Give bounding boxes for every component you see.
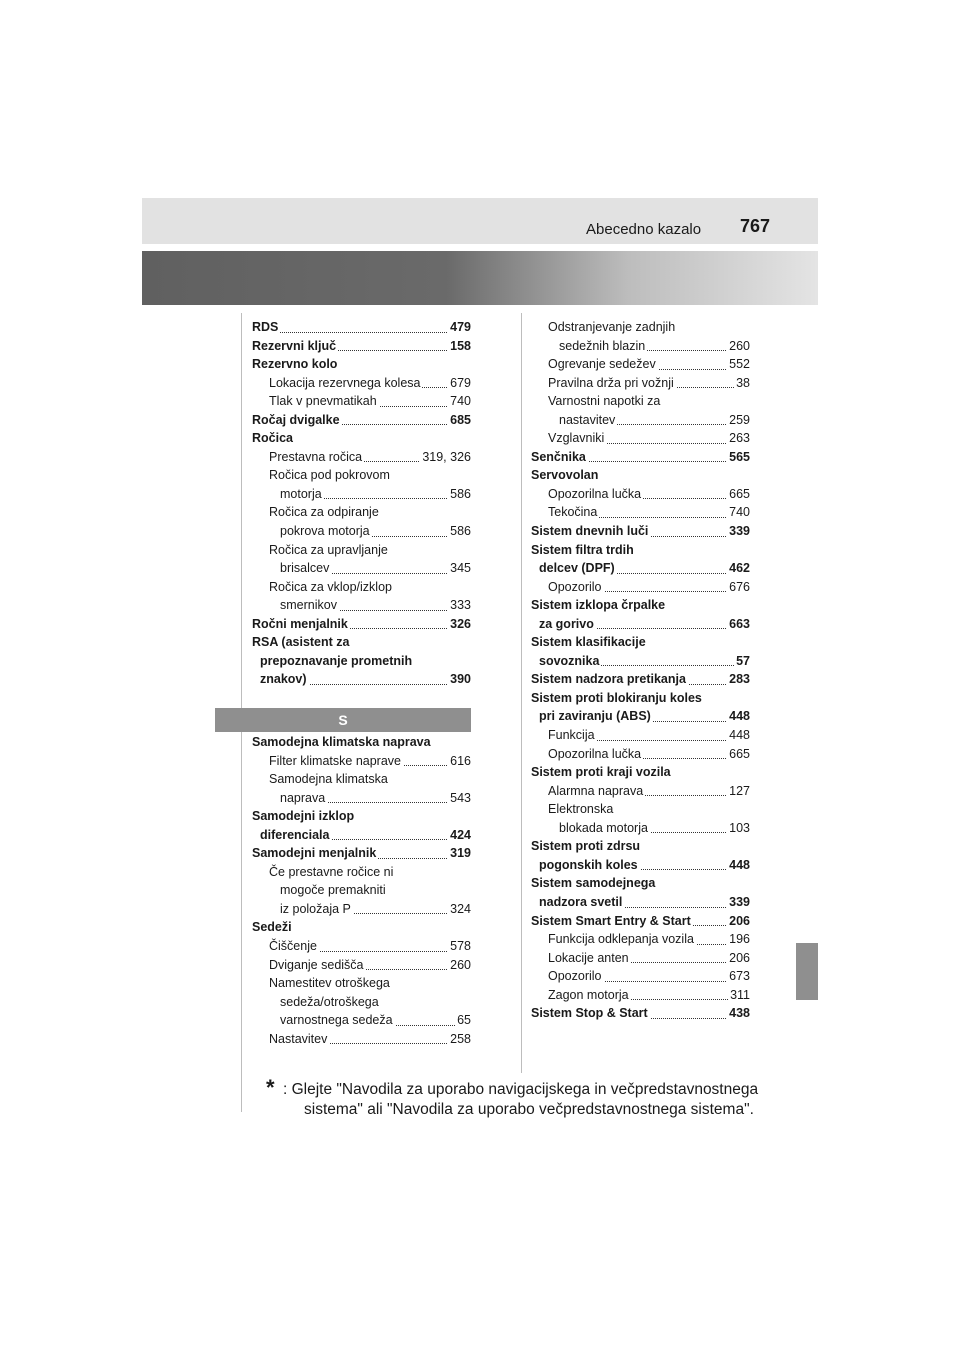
index-entry bbox=[531, 633, 750, 652]
index-entry-page: 448 bbox=[727, 856, 750, 875]
index-entry bbox=[531, 912, 750, 931]
index-entry bbox=[252, 900, 471, 919]
index-entry-text: Opozorilo bbox=[548, 967, 604, 986]
index-entry bbox=[252, 559, 471, 578]
index-entry bbox=[252, 652, 471, 671]
index-entry-page: 65 bbox=[455, 1011, 471, 1030]
index-entry-text: sedežnih blazin bbox=[559, 337, 647, 356]
index-entry-page: 324 bbox=[448, 900, 471, 919]
index-entry-text: Ročica za vklop/izklop bbox=[269, 578, 394, 597]
index-entry-text: pri zaviranju (ABS) bbox=[539, 707, 653, 726]
index-entry bbox=[252, 670, 471, 689]
index-entry-text: Sistem proti zdrsu bbox=[531, 837, 642, 856]
index-entry-text: Čiščenje bbox=[269, 937, 319, 956]
index-entry-page: 665 bbox=[727, 745, 750, 764]
index-entry-text: Zagon motorja bbox=[548, 986, 631, 1005]
index-entry bbox=[252, 918, 471, 937]
index-column-left-bottom bbox=[252, 733, 471, 1048]
index-entry-text: nastavitev bbox=[559, 411, 617, 430]
index-entry bbox=[531, 485, 750, 504]
index-entry-text: znakov) bbox=[260, 670, 309, 689]
index-entry-page: 283 bbox=[727, 670, 750, 689]
index-entry bbox=[531, 578, 750, 597]
index-entry-text: Sistem nadzora pretikanja bbox=[531, 670, 688, 689]
index-entry bbox=[252, 596, 471, 615]
index-entry bbox=[252, 770, 471, 789]
index-entry-page: 586 bbox=[448, 485, 471, 504]
section-letter-bar: S bbox=[215, 708, 471, 732]
index-entry bbox=[531, 670, 750, 689]
index-entry-text: Ročica pod pokrovom bbox=[269, 466, 392, 485]
index-entry-text: Ogrevanje sedežev bbox=[548, 355, 658, 374]
index-entry-text: Samodejna klimatska bbox=[269, 770, 390, 789]
index-entry-page: 616 bbox=[448, 752, 471, 771]
index-entry-text: prepoznavanje prometnih bbox=[260, 652, 414, 671]
index-entry-page: 260 bbox=[727, 337, 750, 356]
index-entry-text: Elektronska bbox=[548, 800, 615, 819]
index-entry-text: Alarmna naprava bbox=[548, 782, 645, 801]
index-entry bbox=[531, 837, 750, 856]
index-entry bbox=[531, 615, 750, 634]
index-entry bbox=[252, 429, 471, 448]
index-entry-page: 206 bbox=[727, 949, 750, 968]
index-entry-page: 339 bbox=[727, 893, 750, 912]
index-entry bbox=[252, 485, 471, 504]
index-entry-text: Pravilna drža pri vožnji bbox=[548, 374, 676, 393]
index-entry bbox=[252, 733, 471, 752]
index-entry bbox=[531, 726, 750, 745]
index-entry-text: Ročica za upravljanje bbox=[269, 541, 390, 560]
index-entry-page: 339 bbox=[727, 522, 750, 541]
index-entry-page: 448 bbox=[727, 726, 750, 745]
index-entry-page: 196 bbox=[727, 930, 750, 949]
index-column-left-top bbox=[252, 318, 471, 689]
index-entry bbox=[531, 856, 750, 875]
index-entry bbox=[531, 745, 750, 764]
index-entry bbox=[531, 800, 750, 819]
header-band bbox=[142, 198, 818, 244]
index-entry bbox=[252, 807, 471, 826]
index-entry-text: Ročni menjalnik bbox=[252, 615, 350, 634]
index-entry bbox=[252, 956, 471, 975]
index-entry bbox=[531, 429, 750, 448]
index-entry bbox=[252, 374, 471, 393]
index-entry-page: 552 bbox=[727, 355, 750, 374]
index-entry-page: 158 bbox=[448, 337, 471, 356]
index-entry bbox=[252, 503, 471, 522]
index-entry-text: Sistem proti blokiranju koles bbox=[531, 689, 704, 708]
index-entry-text: Funkcija bbox=[548, 726, 597, 745]
index-entry-page: 543 bbox=[448, 789, 471, 808]
index-entry-page: 127 bbox=[727, 782, 750, 801]
index-entry-page: 663 bbox=[727, 615, 750, 634]
index-entry bbox=[531, 411, 750, 430]
index-entry-page: 333 bbox=[448, 596, 471, 615]
index-entry-text: Rezervno kolo bbox=[252, 355, 339, 374]
index-entry-text: Lokacija rezervnega kolesa bbox=[269, 374, 422, 393]
index-entry bbox=[531, 337, 750, 356]
chapter-side-tab bbox=[796, 943, 818, 1000]
index-entry-text: varnostnega sedeža bbox=[280, 1011, 395, 1030]
index-entry bbox=[531, 522, 750, 541]
index-entry-text: Ročica bbox=[252, 429, 295, 448]
index-entry bbox=[531, 967, 750, 986]
index-entry-text: Prestavna ročica bbox=[269, 448, 364, 467]
index-entry-text: Ročica za odpiranje bbox=[269, 503, 381, 522]
index-entry-text: Funkcija odklepanja vozila bbox=[548, 930, 696, 949]
index-entry bbox=[252, 541, 471, 560]
index-entry-page: 565 bbox=[727, 448, 750, 467]
index-entry-page: 586 bbox=[448, 522, 471, 541]
index-entry-text: Lokacije anten bbox=[548, 949, 631, 968]
index-entry-page: 206 bbox=[727, 912, 750, 931]
index-entry bbox=[252, 789, 471, 808]
index-entry bbox=[531, 392, 750, 411]
index-entry-text: brisalcev bbox=[280, 559, 331, 578]
index-entry bbox=[531, 782, 750, 801]
index-entry-text: Senčnika bbox=[531, 448, 588, 467]
index-entry-page: 665 bbox=[727, 485, 750, 504]
index-entry-text: Sistem proti kraji vozila bbox=[531, 763, 673, 782]
index-entry bbox=[531, 930, 750, 949]
index-entry-text: Namestitev otroškega bbox=[269, 974, 392, 993]
index-entry-text: blokada motorja bbox=[559, 819, 650, 838]
index-entry bbox=[252, 1030, 471, 1049]
index-entry-page: 479 bbox=[448, 318, 471, 337]
footnote-line-1: : Glejte "Navodila za uporabo navigacijskega in večpredstavnostnega bbox=[283, 1081, 759, 1098]
index-entry bbox=[531, 1004, 750, 1023]
index-entry-text: Servovolan bbox=[531, 466, 600, 485]
index-entry-text: Sistem dnevnih luči bbox=[531, 522, 650, 541]
index-entry bbox=[252, 863, 471, 882]
column-divider bbox=[521, 313, 522, 1073]
index-entry bbox=[531, 448, 750, 467]
index-entry-text: Opozorilna lučka bbox=[548, 745, 643, 764]
index-entry-page: 319 bbox=[448, 844, 471, 863]
index-entry-text: diferenciala bbox=[260, 826, 331, 845]
index-entry-page: 685 bbox=[448, 411, 471, 430]
index-entry bbox=[252, 448, 471, 467]
index-entry bbox=[252, 881, 471, 900]
index-entry-page: 740 bbox=[727, 503, 750, 522]
index-entry-text: nadzora svetil bbox=[539, 893, 624, 912]
index-entry-text: Ročaj dvigalke bbox=[252, 411, 342, 430]
index-entry bbox=[252, 522, 471, 541]
index-entry bbox=[252, 826, 471, 845]
index-entry bbox=[531, 949, 750, 968]
index-entry-text: Sistem Stop & Start bbox=[531, 1004, 650, 1023]
index-entry bbox=[252, 578, 471, 597]
index-entry-page: 263 bbox=[727, 429, 750, 448]
index-entry-text: Rezervni ključ bbox=[252, 337, 338, 356]
index-entry-text: Tlak v pnevmatikah bbox=[269, 392, 379, 411]
index-entry bbox=[252, 318, 471, 337]
index-entry-page: 578 bbox=[448, 937, 471, 956]
index-entry-page: 673 bbox=[727, 967, 750, 986]
index-entry-text: Samodejni menjalnik bbox=[252, 844, 378, 863]
index-entry-text: Varnostni napotki za bbox=[548, 392, 662, 411]
index-entry-page: 103 bbox=[727, 819, 750, 838]
index-entry bbox=[531, 541, 750, 560]
index-entry-page: 448 bbox=[727, 707, 750, 726]
index-entry-text: Sedeži bbox=[252, 918, 294, 937]
index-entry-page: 57 bbox=[734, 652, 750, 671]
index-entry-text: RSA (asistent za bbox=[252, 633, 351, 652]
index-entry-text: motorja bbox=[280, 485, 324, 504]
index-entry bbox=[252, 392, 471, 411]
index-entry-text: iz položaja P bbox=[280, 900, 353, 919]
dot-leader bbox=[252, 332, 471, 333]
index-entry-text: sovoznika bbox=[539, 652, 601, 671]
index-entry-page: 260 bbox=[448, 956, 471, 975]
index-entry-text: Sistem samodejnega bbox=[531, 874, 657, 893]
index-entry-text: sedeža/otroškega bbox=[280, 993, 381, 1012]
index-entry bbox=[252, 974, 471, 993]
footnote-line-2: sistema" ali "Navodila za uporabo večpredstavnostnega sistema". bbox=[304, 1101, 754, 1118]
index-entry-text: Vzglavniki bbox=[548, 429, 606, 448]
index-entry bbox=[252, 337, 471, 356]
index-entry bbox=[252, 411, 471, 430]
index-entry-page: 326 bbox=[448, 615, 471, 634]
index-entry-page: 390 bbox=[448, 670, 471, 689]
index-entry bbox=[531, 819, 750, 838]
index-entry bbox=[531, 503, 750, 522]
index-entry bbox=[252, 466, 471, 485]
index-entry-page: 462 bbox=[727, 559, 750, 578]
index-entry-text: Samodejni izklop bbox=[252, 807, 356, 826]
index-entry-text: Če prestavne ročice ni bbox=[269, 863, 395, 882]
index-entry-page: 38 bbox=[734, 374, 750, 393]
index-entry-page: 311 bbox=[728, 986, 750, 1005]
index-entry bbox=[531, 652, 750, 671]
index-entry bbox=[531, 707, 750, 726]
index-entry bbox=[531, 893, 750, 912]
page-header-title: Abecedno kazalo bbox=[586, 221, 702, 238]
index-entry bbox=[252, 355, 471, 374]
index-entry-text: naprava bbox=[280, 789, 327, 808]
index-entry-text: Nastavitev bbox=[269, 1030, 329, 1049]
index-entry bbox=[531, 689, 750, 708]
index-entry-text: delcev (DPF) bbox=[539, 559, 617, 578]
index-entry bbox=[252, 752, 471, 771]
index-entry bbox=[531, 763, 750, 782]
index-entry bbox=[531, 596, 750, 615]
index-entry-text: Odstranjevanje zadnjih bbox=[548, 318, 677, 337]
index-entry-page: 258 bbox=[448, 1030, 471, 1049]
index-entry-text: Samodejna klimatska naprava bbox=[252, 733, 433, 752]
index-entry-text: pokrova motorja bbox=[280, 522, 372, 541]
index-entry-text: Tekočina bbox=[548, 503, 599, 522]
index-entry bbox=[252, 633, 471, 652]
index-entry-page: 740 bbox=[448, 392, 471, 411]
index-entry-text: Opozorilo bbox=[548, 578, 604, 597]
index-entry-page: 676 bbox=[727, 578, 750, 597]
index-entry-page: 319, 326 bbox=[420, 448, 471, 467]
index-entry-text: za gorivo bbox=[539, 615, 596, 634]
index-entry bbox=[531, 874, 750, 893]
index-entry bbox=[531, 986, 750, 1005]
index-entry bbox=[531, 374, 750, 393]
index-entry bbox=[252, 937, 471, 956]
decorative-gradient-band bbox=[142, 251, 818, 305]
index-entry-text: smernikov bbox=[280, 596, 339, 615]
index-entry-text: mogoče premakniti bbox=[280, 881, 388, 900]
index-entry bbox=[252, 844, 471, 863]
index-column-right bbox=[531, 318, 750, 1023]
index-entry-text: RDS bbox=[252, 318, 280, 337]
index-entry bbox=[252, 1011, 471, 1030]
index-entry bbox=[531, 318, 750, 337]
index-entry-text: Filter klimatske naprave bbox=[269, 752, 403, 771]
index-entry-page: 438 bbox=[727, 1004, 750, 1023]
index-entry bbox=[252, 993, 471, 1012]
index-entry-text: Sistem klasifikacije bbox=[531, 633, 648, 652]
index-entry-text: Dviganje sedišča bbox=[269, 956, 366, 975]
index-entry-page: 424 bbox=[448, 826, 471, 845]
index-entry-page: 345 bbox=[448, 559, 471, 578]
page-number: 767 bbox=[740, 216, 771, 236]
index-entry bbox=[252, 615, 471, 634]
index-entry-text: Opozorilna lučka bbox=[548, 485, 643, 504]
footnote-marker: * bbox=[266, 1075, 275, 1100]
index-entry-text: Sistem filtra trdih bbox=[531, 541, 636, 560]
index-entry-page: 259 bbox=[727, 411, 750, 430]
index-entry bbox=[531, 355, 750, 374]
index-entry bbox=[531, 559, 750, 578]
index-entry-text: Sistem Smart Entry & Start bbox=[531, 912, 693, 931]
index-entry-page: 679 bbox=[448, 374, 471, 393]
index-entry bbox=[531, 466, 750, 485]
index-entry-text: Sistem izklopa črpalke bbox=[531, 596, 667, 615]
index-entry-text: pogonskih koles bbox=[539, 856, 640, 875]
